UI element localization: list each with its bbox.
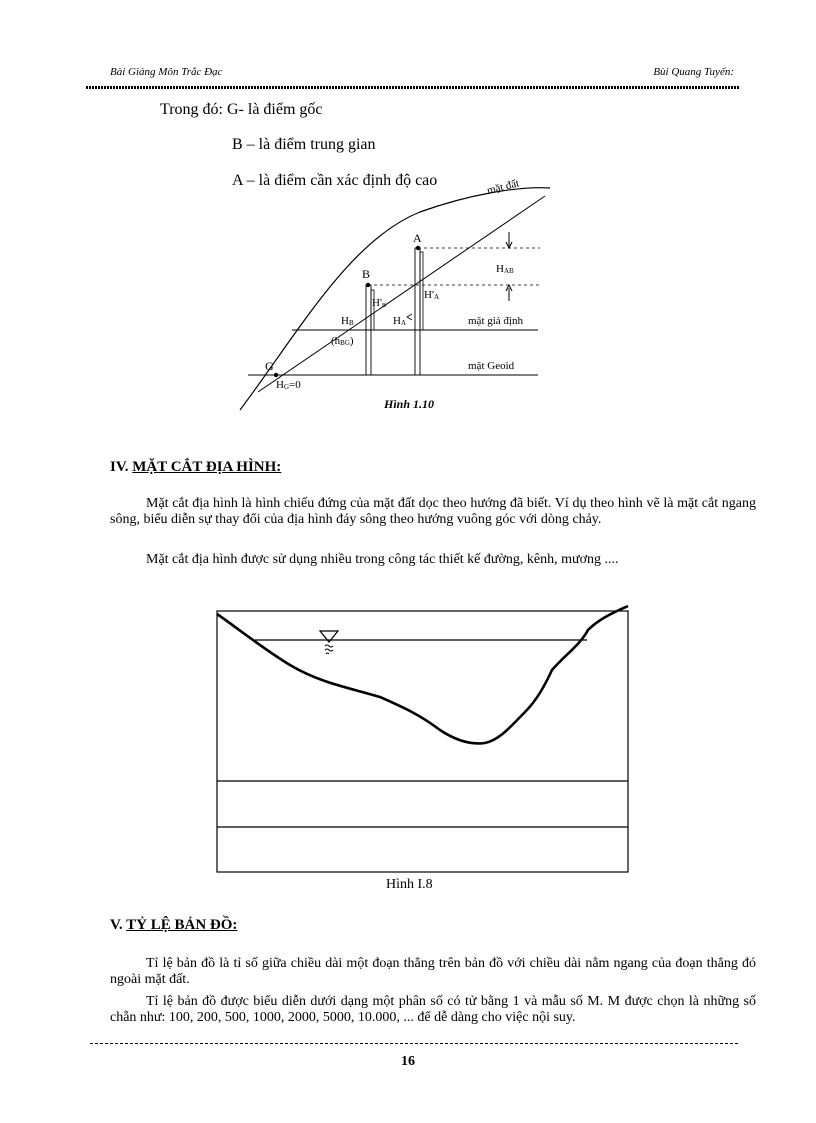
figure-leveling-diagram [0,0,816,430]
section-4-title: MẶT CẮT ĐỊA HÌNH: [132,459,282,475]
header-right: Bùi Quang Tuyến: [653,66,734,78]
point-g-marker [274,373,278,377]
figure1-caption: Hình 1.10 [384,397,435,411]
intro-line-a: A – là điểm cần xác định độ cao [232,172,438,189]
label-hg: HG=0 [276,379,301,391]
section-5-heading [110,917,237,934]
section-5-title: TỶ LỆ BẢN ĐỒ: [126,917,238,933]
height-bar-a-inner [420,252,423,330]
figure2-caption: Hình I.8 [386,877,433,892]
section-5-paragraph-2: Tỉ lệ bản đồ được biểu diễn dưới dạng một phân số có tử bằng 1 và mẫu số M. M được chọn là những số chẵn như: 100, 200, 500, 1000, 2000, 5000, 10.000, ... để dễ dàng cho việc nội suy. [110,994,756,1025]
label-hbg: (hBG) [331,335,354,347]
section-4-number: IV. [110,459,129,475]
label-point-a: A [413,231,422,245]
water-wave-icon [325,645,333,654]
riverbed-profile [217,606,628,743]
intro-line-b: B – là điểm trung gian [232,136,376,153]
label-hab: HAB [496,263,514,275]
footer-dashed-rule [90,1043,738,1044]
section-4-paragraph-2: Mặt cắt địa hình được sử dụng nhiều trong công tác thiết kế đường, kênh, mương .... [146,552,619,567]
label-mat-dat: mặt đất [485,177,521,197]
label-hb: HB [341,315,354,327]
label-point-g: G [265,359,274,373]
label-mat-geoid: mặt Geoid [468,360,515,372]
label-point-b: B [362,267,371,281]
figure-river-cross-section [0,590,816,890]
section-5-number: V. [110,917,123,933]
height-bar-b-inner [371,290,374,330]
label-ha: HA [393,315,407,327]
section-4-heading [110,459,281,476]
section-4-paragraph-1: Mặt cắt địa hình là hình chiếu đứng của mặt đất dọc theo hướng đã biết. Ví dụ theo hình vẽ là mặt cắt ngang sông, biểu diễn sự thay đổi của địa hình đáy sông theo hướng vuông góc với dòng chảy. [110,496,756,527]
profile-frame [217,611,628,872]
label-mat-gia-dinh: mặt giả định [468,315,523,327]
header-left: Bài Giảng Môn Trắc Đạc [110,66,223,78]
label-h-prime-b: H'B [372,297,386,309]
ha-pointer [407,314,412,320]
label-h-prime-a: H'A [424,289,439,301]
height-bar-a-outer [415,248,420,375]
page-number: 16 [401,1054,415,1069]
intro-line-g: Trong đó: G- là điểm gốc [160,101,323,118]
section-5-paragraph-1: Tỉ lệ bản đồ là tỉ số giữa chiều dài một đoạn thẳng trên bản đồ với chiều dài nằm ngang của đoạn thẳng đó ngoài mặt đất. [110,956,756,987]
